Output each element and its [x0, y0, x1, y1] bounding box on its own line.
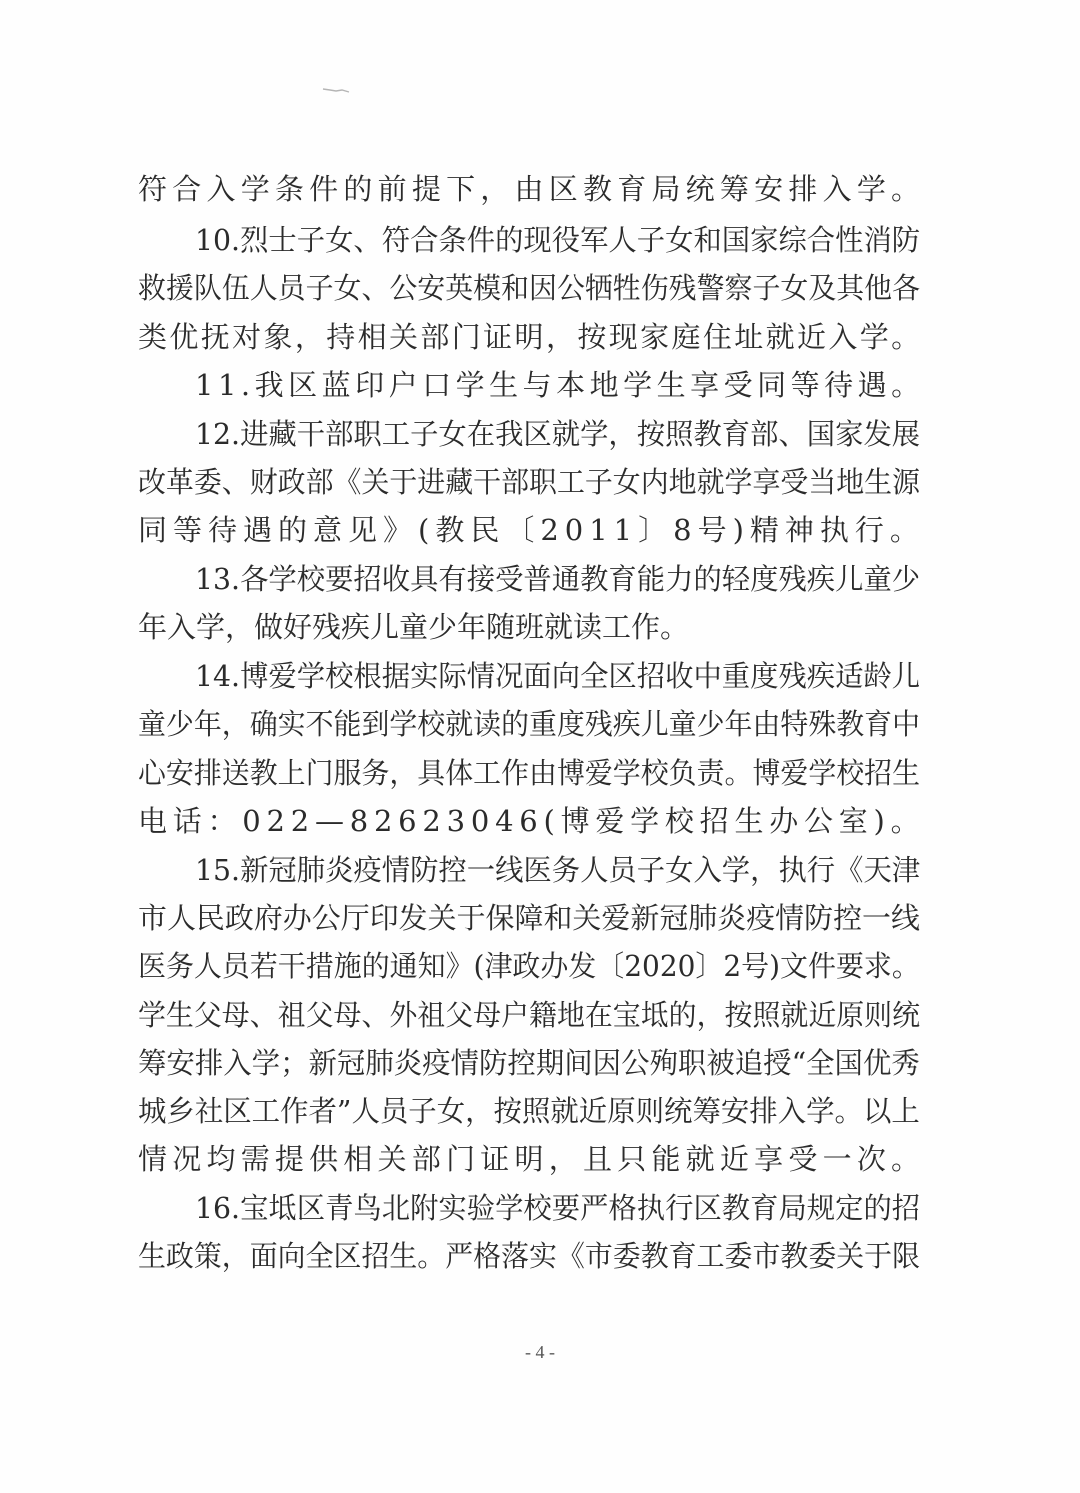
paragraph-10-start: 10.烈士子女、符合条件的现役军人子女和国家综合性消防 — [195, 223, 921, 257]
text-line: 救援队伍人员子女、公安英模和因公牺牲伤残警察子女及其他各 — [138, 271, 921, 305]
text-line: 市人民政府办公厅印发关于保障和关爱新冠肺炎疫情防控一线 — [138, 901, 920, 935]
text-line: 学生父母、祖父母、外祖父母户籍地在宝坻的，按照就近原则统 — [138, 998, 921, 1032]
text-line: 年入学，做好残疾儿童少年随班就读工作。 — [138, 610, 690, 644]
text-line: 同等待遇的意见》(教民〔2011〕8号)精神执行。 — [138, 513, 925, 547]
text-line: 城乡社区工作者”人员子女，按照就近原则统筹安排入学。以上 — [138, 1094, 920, 1128]
text-line: 情况均需提供相关部门证明，且只能就近享受一次。 — [138, 1142, 926, 1176]
paragraph-13-start: 13.各学校要招收具有接受普通教育能力的轻度残疾儿童少 — [195, 562, 921, 596]
page-number: - 4 - — [525, 1342, 555, 1362]
paragraph-11-start: 11.我区蓝印户口学生与本地学生享受同等待遇。 — [195, 368, 925, 402]
text-line: 童少年，确实不能到学校就读的重度残疾儿童少年由特殊教育中 — [138, 707, 921, 741]
paragraph-16-start: 16.宝坻区青鸟北附实验学校要严格执行区教育局规定的招 — [195, 1191, 921, 1225]
text-line: 符合入学条件的前提下，由区教育局统筹安排入学。 — [138, 172, 926, 206]
text-line: 生政策，面向全区招生。严格落实《市委教育工委市教委关于限 — [138, 1239, 921, 1273]
scan-artifact — [322, 86, 350, 94]
paragraph-15-start: 15.新冠肺炎疫情防控一线医务人员子女入学，执行《天津 — [195, 853, 921, 887]
paragraph-12-start: 12.进藏干部职工子女在我区就学，按照教育部、国家发展 — [195, 417, 921, 451]
text-line: 改革委、财政部《关于进藏干部职工子女内地就学享受当地生源 — [138, 465, 921, 499]
paragraph-14-start: 14.博爱学校根据实际情况面向全区招收中重度残疾适龄儿 — [195, 659, 921, 693]
text-line: 电话：022—82623046(博爱学校招生办公室)。 — [138, 804, 926, 838]
text-line: 类优抚对象，持相关部门证明，按现家庭住址就近入学。 — [138, 320, 923, 354]
text-line: 医务人员若干措施的通知》(津政办发〔2020〕2号)文件要求。 — [138, 949, 920, 983]
text-line: 筹安排入学；新冠肺炎疫情防控期间因公殉职被追授“全国优秀 — [138, 1046, 920, 1080]
text-line: 心安排送教上门服务，具体工作由博爱学校负责。博爱学校招生 — [138, 756, 921, 790]
